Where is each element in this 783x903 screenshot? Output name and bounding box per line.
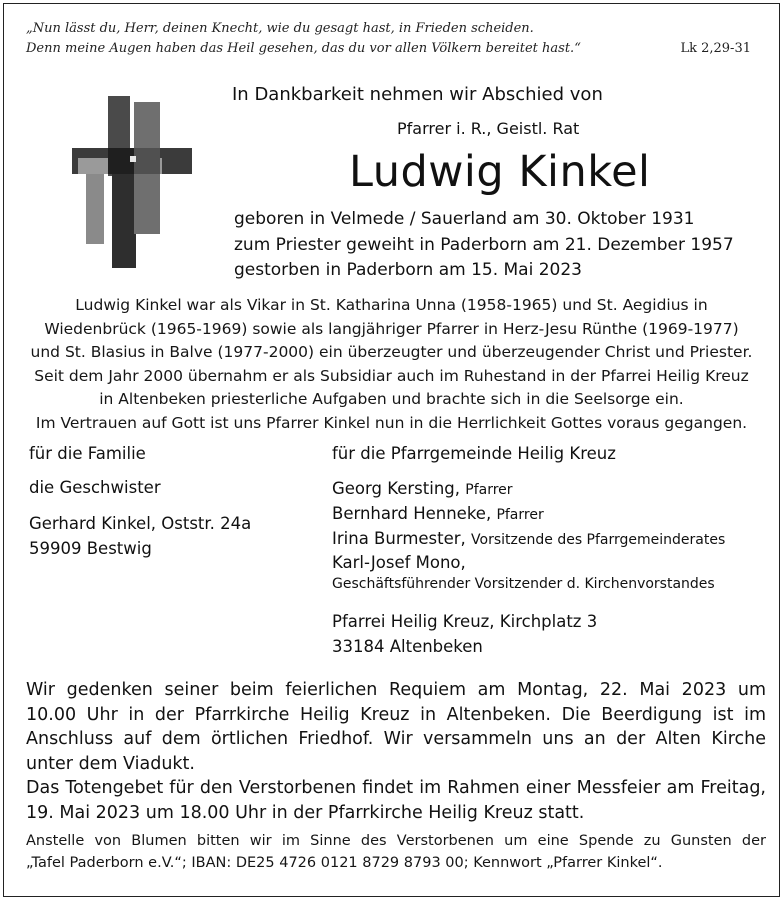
biography [14, 294, 769, 435]
parish-heading: für die Pfarrgemeinde Heilig Kreuz [332, 444, 616, 463]
service-line: 19. Mai 2023 um 18.00 Uhr in der Pfarrkirche Heilig Kreuz statt. [26, 802, 585, 823]
service-line: 10.00 Uhr in der Pfarrkirche Heilig Kreuz in Altenbeken. Die Beerdigung ist im [26, 704, 766, 725]
farewell-intro: In Dankbarkeit nehmen wir Abschied von [232, 84, 603, 105]
signatory-name: Georg Kersting, [332, 479, 466, 498]
parish-signatory [332, 479, 513, 498]
signatory-role: Pfarrer [496, 507, 544, 523]
deceased-title: Pfarrer i. R., Geistl. Rat [397, 119, 580, 138]
obituary-notice [3, 3, 780, 897]
biography-line: Seit dem Jahr 2000 übernahm er als Subsidiar auch im Ruhestand in der Pfarrei Heilig Kreuz [34, 366, 749, 385]
family-contact-city: 59909 Bestwig [29, 539, 152, 558]
ordination-info: zum Priester geweiht in Paderborn am 21. Dezember 1957 [234, 235, 734, 255]
donation-request [26, 830, 766, 874]
scripture-quote-line1: „Nun lässt du, Herr, deinen Knecht, wie du gesagt hast, in Frieden scheiden. [26, 21, 534, 36]
parish-postcode: 33184 Altenbeken [332, 637, 483, 656]
death-info: gestorben in Paderborn am 15. Mai 2023 [234, 260, 582, 280]
biography-line: Im Vertrauen auf Gott ist uns Pfarrer Kinkel nun in die Herrlichkeit Gottes voraus gegangen. [35, 413, 748, 432]
signatory-role: Pfarrer [465, 482, 513, 498]
parish-signatory-role: Geschäftsführender Vorsitzender d. Kirchenvorstandes [332, 576, 715, 592]
donation-line: Anstelle von Blumen bitten wir im Sinne des Verstorbenen um eine Spende zu Gunsten der [26, 833, 766, 849]
signatory-name: Bernhard Henneke, [332, 504, 497, 523]
parish-signatory-name: Karl-Josef Mono, [332, 553, 466, 572]
parish-signatory [332, 529, 725, 548]
service-line: unter dem Viadukt. [26, 753, 195, 774]
deceased-name: Ludwig Kinkel [349, 147, 651, 197]
service-line: Wir gedenken seiner beim feierlichen Requiem am Montag, 22. Mai 2023 um [26, 680, 766, 700]
service-details [26, 678, 766, 825]
biography-line: Wiedenbrück (1965-1969) sowie als langjähriger Pfarrer in Herz-Jesu Rünthe (1969-1977) [44, 319, 739, 338]
birth-info: geboren in Velmede / Sauerland am 30. Oktober 1931 [234, 209, 695, 229]
biography-line: Ludwig Kinkel war als Vikar in St. Katharina Unna (1958-1965) und St. Aegidius in [75, 296, 708, 314]
family-group: die Geschwister [29, 478, 161, 497]
family-heading: für die Familie [29, 444, 146, 463]
service-line: Das Totengebet für den Verstorbenen findet im Rahmen einer Messfeier am Freitag, [26, 778, 766, 798]
parish-signatory [332, 504, 544, 523]
cross-icon [72, 96, 192, 268]
scripture-reference: Lk 2,29-31 [680, 41, 751, 56]
biography-line: und St. Blasius in Balve (1977-2000) ein überzeugter und überzeugender Christ und Priester. [30, 343, 753, 361]
signatory-name: Irina Burmester, [332, 529, 472, 548]
family-contact-name: Gerhard Kinkel, Oststr. 24a [29, 514, 252, 533]
service-line: Anschluss auf dem örtlichen Friedhof. Wir versammeln uns an der Alten Kirche [26, 729, 766, 749]
signatory-role: Vorsitzende des Pfarrgemeinderates [471, 532, 726, 548]
donation-line: „Tafel Paderborn e.V.“; IBAN: DE25 4726 0121 8729 8793 00; Kennwort „Pfarrer Kinkel“. [26, 855, 663, 871]
parish-address: Pfarrei Heilig Kreuz, Kirchplatz 3 [332, 612, 598, 631]
biography-line: in Altenbeken priesterliche Aufgaben und brachte sich in die Seelsorge ein. [99, 390, 684, 408]
scripture-quote-line2: Denn meine Augen haben das Heil gesehen, das du vor allen Völkern bereitet hast.“ [26, 41, 581, 56]
